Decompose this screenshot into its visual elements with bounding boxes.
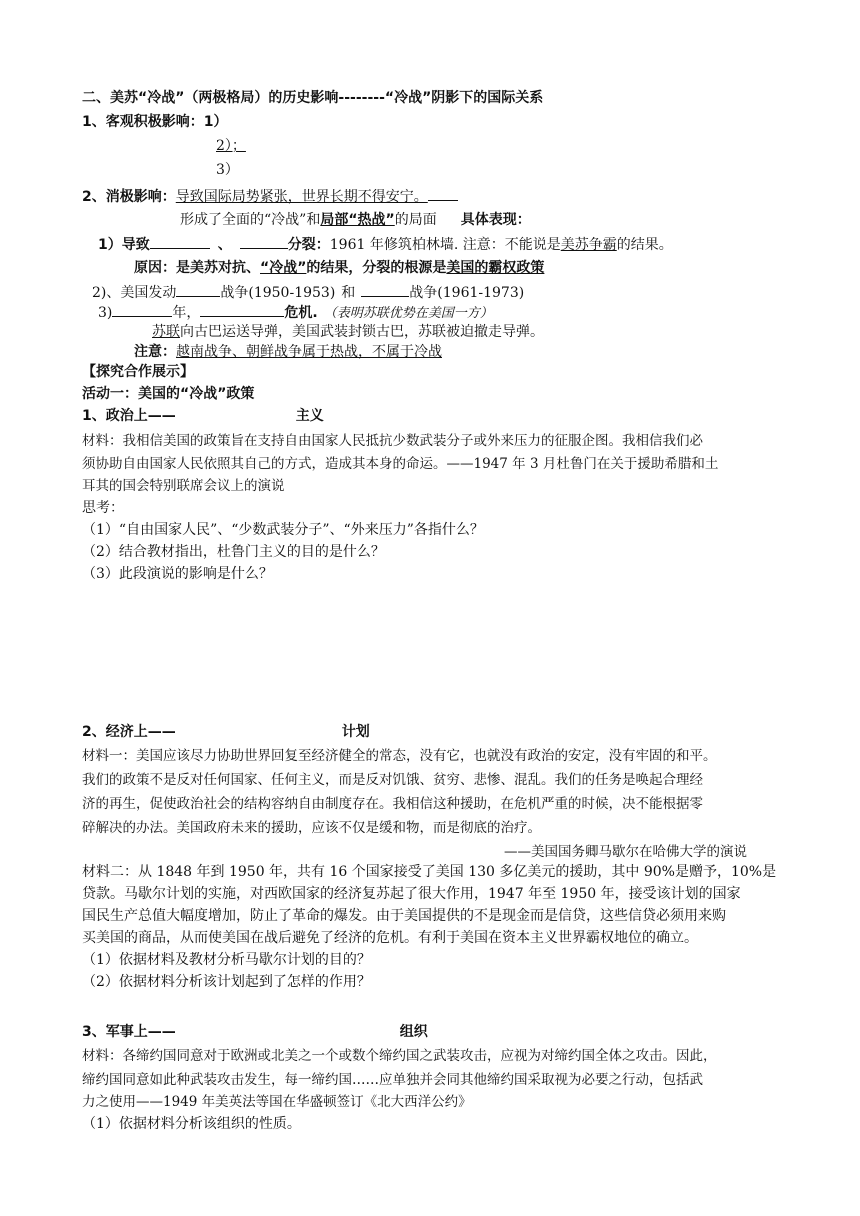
war-a: 2)、美国发动 <box>92 285 177 301</box>
split-e: 美苏争霸 <box>560 237 617 253</box>
economy-label: 2、经济上—— <box>82 724 176 740</box>
economy-q1: （1）依据材料及教材分析马歇尔计划的目的？ <box>82 952 371 968</box>
economy-m1-2: 我们的政策不是反对任何国家、任何主义，而是反对饥饿、贫穷、悲惨、混乱。我们的任务是唤起合理经 <box>82 772 703 788</box>
economy-m1-3: 济的再生，促使政治社会的结构容纳自由制度存在。我相信这种援助，在危机严重的时候，决不能根据零 <box>82 796 703 812</box>
line2-tail: 具体表现： <box>460 212 531 228</box>
split-a: 1）导致 <box>98 237 150 253</box>
reason-d: 美国的霸权政策 <box>446 260 545 276</box>
economy-suffix: 计划 <box>341 724 370 740</box>
line2-bold: 局部“热战” <box>320 212 395 228</box>
activity-title: 活动一：美国的“冷战”政策 <box>82 386 255 402</box>
crisis-note: （表明苏联优势在美国一方） <box>323 306 493 321</box>
positive-item-3: 3） <box>216 162 239 178</box>
section-heading: 二、美苏“冷战”（两极格局）的历史影响--------“冷战”阴影下的国际关系 <box>82 90 544 106</box>
economy-m2-4: 买美国的商品，从而使美国在战后避免了经济的危机。有利于美国在资本主义世界霸权地位的确立。 <box>82 930 698 946</box>
reason-c: 的结果，分裂的根源是 <box>306 260 447 276</box>
split-b: 、 <box>217 237 232 253</box>
economy-m2-2: 贷款。马歇尔计划的实施，对西欧国家的经济复苏起了很大作用，1947 年至 1950 年，接受该计划的国家 <box>82 886 741 902</box>
line2-pre: 形成了全面的“冷战”和 <box>180 212 321 228</box>
negative-underline-tail <box>428 186 458 201</box>
split-f: 的结果。 <box>616 237 673 253</box>
explore-title: 【探究合作展示】 <box>82 364 194 380</box>
military-material-1: 材料：各缔约国同意对于欧洲或北美之一个或数个缔约国之武装攻击，应视为对缔约国全体之攻击。因此， <box>82 1048 717 1064</box>
note-line <box>134 342 442 362</box>
positive-effect-label: 1、客观积极影响：1） <box>82 114 228 130</box>
politics-q3: （3）此段演说的影响是什么？ <box>82 566 273 582</box>
blank-year <box>112 302 172 317</box>
note-a: 注意： <box>134 344 176 360</box>
cuba-b: 向古巴运送导弹，美国武装封锁古巴，苏联被迫撤走导弹。 <box>180 324 544 340</box>
military-label: 3、军事上—— <box>82 1024 176 1040</box>
cuba-line <box>152 322 544 342</box>
economy-m2-1: 材料二：从 1848 年到 1950 年，共有 16 个国家接受了美国 130 多亿美元的援助，其中 90%是赠予，10%是 <box>82 864 777 880</box>
negative-effect-line1 <box>82 186 458 207</box>
split-c: 分裂： <box>287 237 330 253</box>
economy-q2: （2）依据材料分析该计划起到了怎样的作用？ <box>82 974 371 990</box>
crisis-b: 年， <box>172 305 201 321</box>
reason-line <box>134 258 544 278</box>
military-material-3: 力之使用——1949 年美英法等国在华盛顿签订《北大西洋公约》 <box>82 1094 472 1110</box>
military-suffix: 组织 <box>399 1024 428 1040</box>
positive-item-2 <box>216 136 246 156</box>
politics-label: 1、政治上—— <box>82 408 176 424</box>
politics-heading <box>82 406 324 426</box>
crisis-line <box>98 302 493 324</box>
economy-m1-4: 碎解决的办法。美国政府未来的援助，应该不仅是缓和物，而是彻底的治疗。 <box>82 820 541 836</box>
crisis-c: 危机. <box>284 305 318 321</box>
politics-material-1: 材料：我相信美国的政策旨在支持自由国家人民抵抗少数武装分子或外来压力的征服企图。我相信我们必 <box>82 433 703 449</box>
war-c: 和 <box>341 285 356 301</box>
military-q1: （1）依据材料分析该组织的性质。 <box>82 1116 301 1132</box>
economy-m1-source: ——美国国务卿马歇尔在哈佛大学的演说 <box>504 844 747 860</box>
reason-b: “冷战” <box>260 260 307 276</box>
blank-country-1 <box>150 234 210 249</box>
negative-effect-text: 导致国际局势紧张，世界长期不得安宁。 <box>175 189 428 205</box>
military-material-2: 缔约国同意如此种武装攻击发生，每一缔约国……应单独并会同其他缔约国采取视为必要之行动，包括武 <box>82 1072 703 1088</box>
war-b: 战争(1950-1953) <box>220 285 336 301</box>
split-line <box>98 234 673 255</box>
politics-material-2: 须协助自由国家人民依照其自己的方式，造成其本身的命运。——1947 年 3 月杜鲁门在关于援助希腊和土 <box>82 456 719 472</box>
reason-a: 原因：是美苏对抗、 <box>134 260 260 276</box>
blank-crisis <box>200 302 284 317</box>
note-b: 越南战争、朝鲜战争属于热战，不属于冷战 <box>176 344 442 360</box>
economy-m2-3: 国民生产总值大幅度增加，防止了革命的爆发。由于美国提供的不是现金而是信贷，这些信贷必须用来购 <box>82 908 726 924</box>
politics-material-3: 耳其的国会特别联席会议上的演说 <box>82 478 285 494</box>
war-line <box>92 282 524 303</box>
economy-heading <box>82 722 370 742</box>
blank-war-1 <box>176 282 220 297</box>
politics-q2: （2）结合教材指出，杜鲁门主义的目的是什么？ <box>82 544 385 560</box>
negative-effect-line2 <box>180 210 531 230</box>
war-d: 战争(1961-1973) <box>409 285 525 301</box>
split-d: 1961 年修筑柏林墙. 注意：不能说是 <box>329 237 561 253</box>
cuba-a: 苏联 <box>152 324 180 340</box>
blank-country-2 <box>240 234 288 249</box>
crisis-a: 3) <box>98 305 113 321</box>
line2-post: 的局面 <box>394 212 437 228</box>
military-heading <box>82 1022 428 1042</box>
politics-suffix: 主义 <box>295 408 324 424</box>
positive-item-2-text: 2）； <box>216 138 246 154</box>
politics-q1: （1）“自由国家人民”、“少数武装分子”、“外来压力”各指什么？ <box>82 522 484 538</box>
economy-m1-1: 材料一：美国应该尽力协助世界回复至经济健全的常态，没有它，也就没有政治的安定，没有牢固的和平。 <box>82 748 717 764</box>
negative-effect-label: 2、消极影响： <box>82 189 176 205</box>
blank-war-2 <box>361 282 409 297</box>
think-label: 思考： <box>82 500 124 516</box>
